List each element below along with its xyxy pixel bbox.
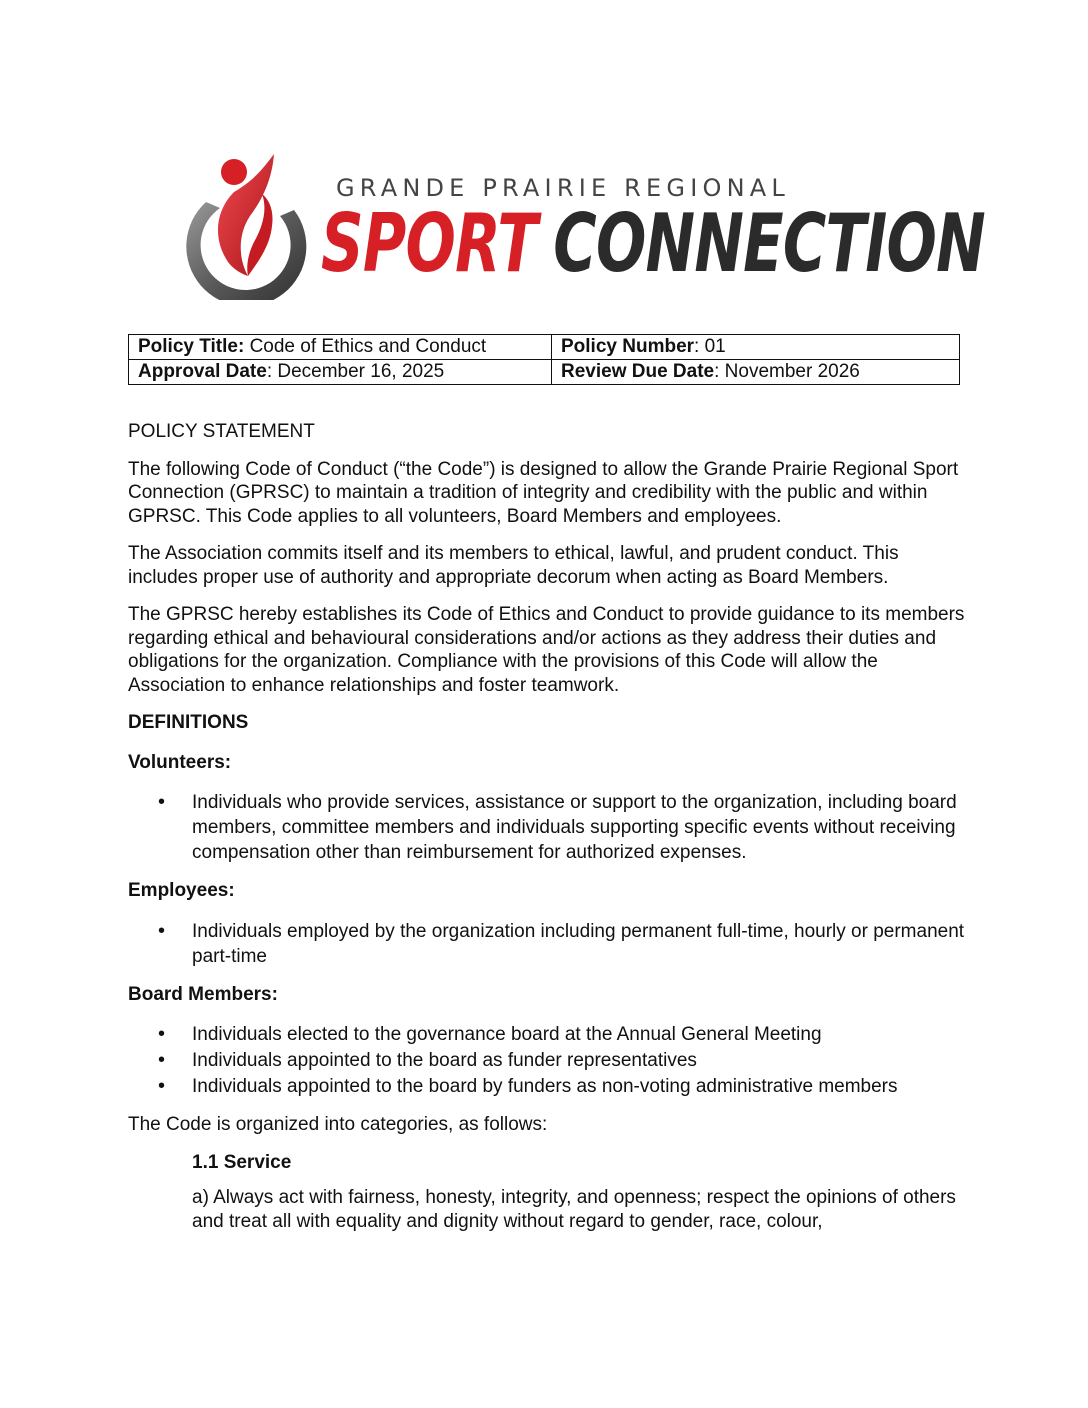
logo-wordmark	[321, 197, 985, 290]
list-item: • Individuals appointed to the board by funders as non-voting administrative members	[128, 1074, 968, 1099]
approval-date-cell	[129, 360, 552, 385]
categories-intro: The Code is organized into categories, as follows:	[128, 1114, 548, 1135]
volunteers-list	[128, 790, 968, 865]
logo-word-sport: SPORT	[321, 197, 537, 290]
approval-date-label: Approval Date	[138, 361, 267, 382]
list-item: • Individuals who provide services, assistance or support to the organization, including board members, committee members and individuals supporting specific events without receiving compensation other than reimbursement for authorized expenses.	[128, 790, 968, 865]
list-item: • Individuals elected to the governance board at the Annual General Meeting	[128, 1022, 968, 1047]
policy-title-label: Policy Title:	[138, 336, 245, 357]
logo-word-connection: CONNECTION	[553, 197, 985, 290]
policy-number-value: : 01	[694, 336, 726, 357]
employees-list	[128, 919, 968, 969]
section-1-1-heading: 1.1 Service	[192, 1151, 292, 1173]
review-date-label: Review Due Date	[561, 361, 715, 382]
policy-number-label: Policy Number	[561, 336, 695, 357]
paragraph-commitment: The Association commits itself and its members to ethical, lawful, and prudent conduct. This includes proper use of authority and appropriate decorum when acting as Board Members.	[128, 543, 899, 588]
employees-heading: Employees:	[128, 880, 235, 901]
review-date-cell	[552, 360, 960, 385]
athlete-ring-icon	[176, 150, 316, 300]
definitions-heading: DEFINITIONS	[128, 712, 249, 733]
board-members-list	[128, 1022, 968, 1099]
approval-date-value: : December 16, 2025	[266, 361, 445, 382]
review-date-value: : November 2026	[714, 361, 860, 382]
board-members-heading: Board Members:	[128, 983, 278, 1005]
policy-statement-heading: POLICY STATEMENT	[128, 421, 315, 442]
list-item: • Individuals employed by the organization including permanent full-time, hourly or permanent part-time	[128, 919, 968, 969]
list-item: • Individuals appointed to the board as funder representatives	[128, 1048, 968, 1073]
table-row	[129, 335, 960, 360]
policy-info-table	[128, 334, 960, 385]
logo-org-line: GRANDE PRAIRIE REGIONAL	[336, 174, 790, 202]
policy-title-cell	[129, 335, 552, 360]
paragraph-intro: The following Code of Conduct (“the Code”) is designed to allow the Grande Prairie Regional Sport Connection (GPRSC) to maintain a tradition of integrity and credibility with the public and within GPRSC. This Code applies to all volunteers, Board Members and employees.	[128, 458, 959, 527]
section-1-1-item-a: a) Always act with fairness, honesty, integrity, and openness; respect the opinions of others and treat all with equality and dignity without regard to gender, race, colour,	[192, 1187, 956, 1232]
policy-title-value: Code of Ethics and Conduct	[244, 336, 487, 357]
volunteers-heading: Volunteers:	[128, 751, 232, 773]
policy-number-cell	[552, 335, 960, 360]
gprsc-logo	[176, 150, 985, 300]
paragraph-purpose: The GPRSC hereby establishes its Code of Ethics and Conduct to provide guidance to its members regarding ethical and behavioural considerations and/or actions as they address their duties and obligations for the organization. Compliance with the provisions of this Code will allow the Association to enhance relationships and foster teamwork.	[128, 604, 965, 696]
table-row	[129, 360, 960, 385]
document-body	[128, 420, 968, 1247]
